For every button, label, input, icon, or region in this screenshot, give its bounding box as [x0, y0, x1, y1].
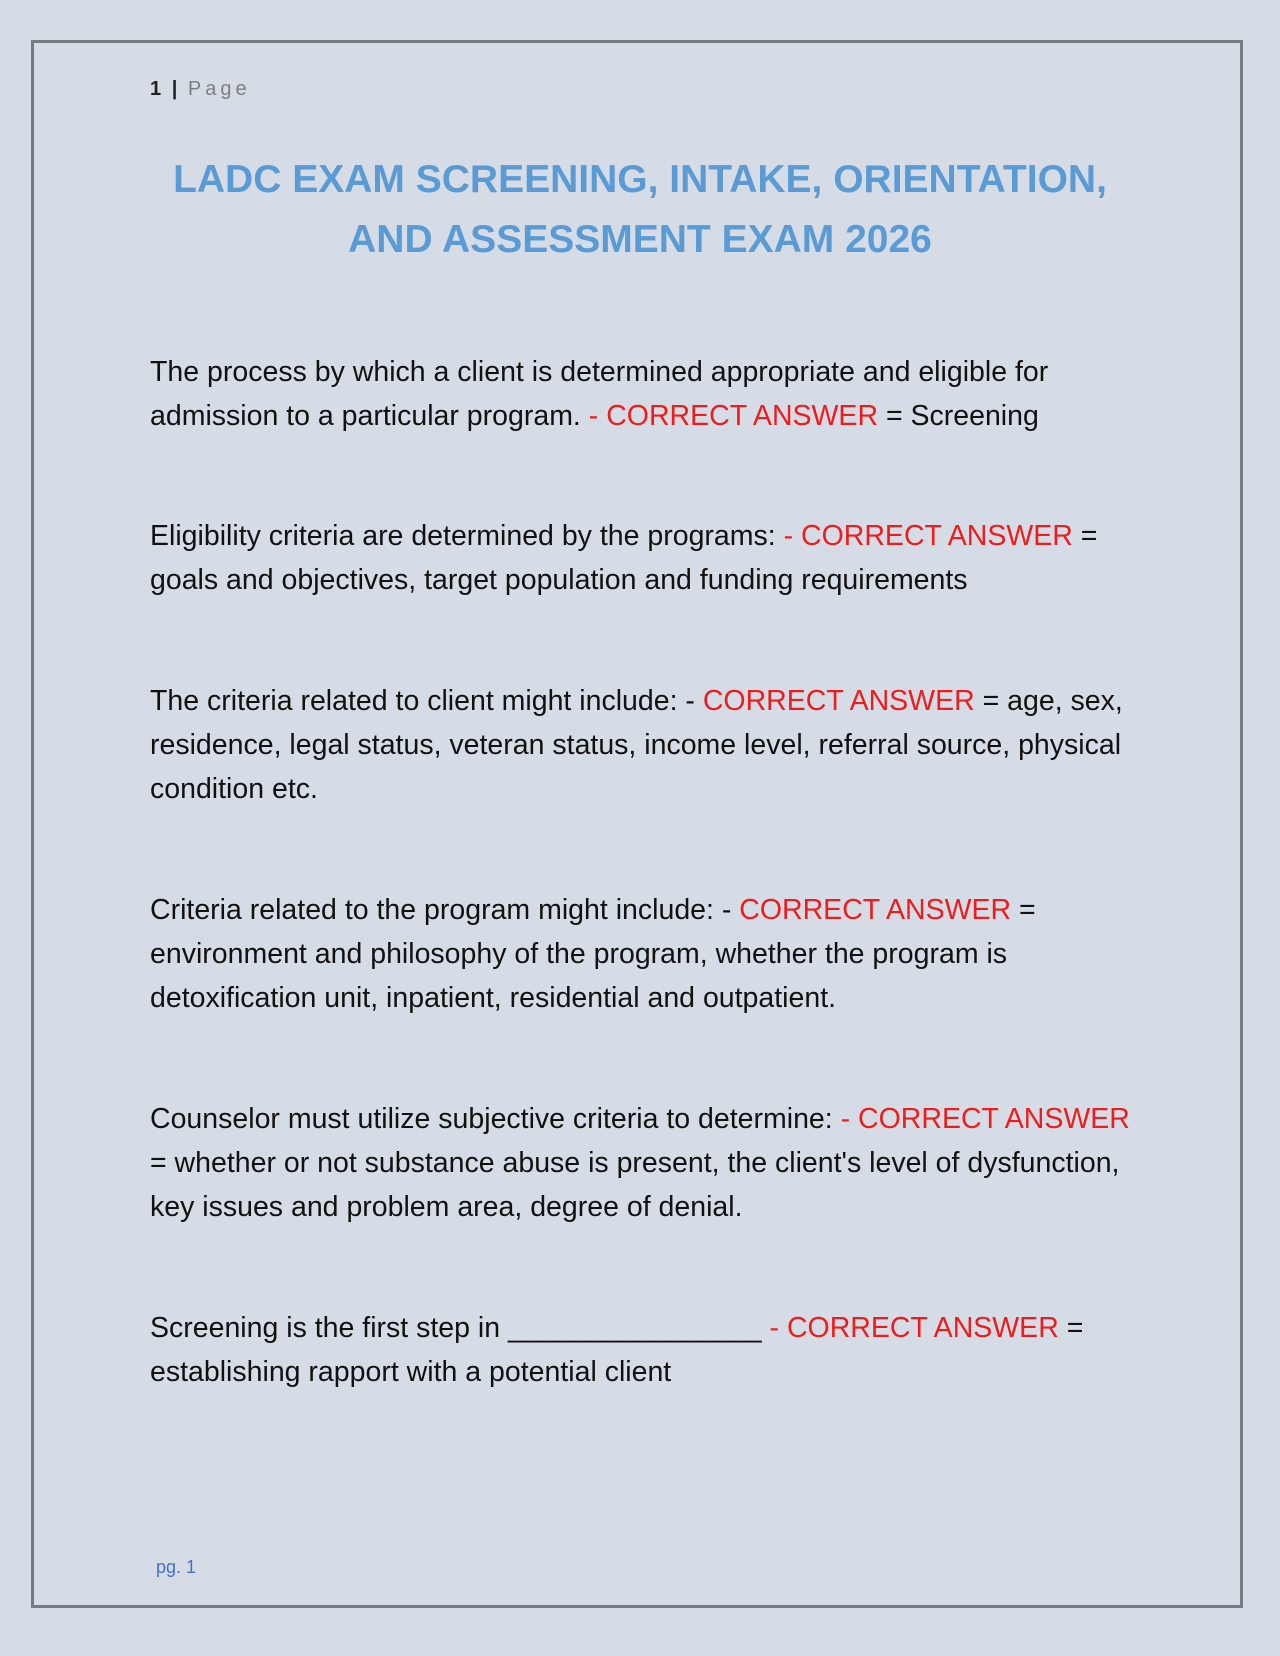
correct-answer-marker: - CORRECT ANSWER — [840, 1103, 1130, 1135]
question-text: Screening is the first step in ________________ — [150, 1312, 770, 1344]
header-page-label: Page — [187, 78, 251, 100]
answer-text: = whether or not substance abuse is present, the client's level of dysfunction, key issues and problem area, degree of denial. — [150, 1147, 1120, 1223]
question-item — [150, 1306, 1135, 1394]
question-item — [150, 888, 1135, 1020]
correct-answer-marker: - CORRECT ANSWER — [783, 520, 1073, 552]
answer-text: = establishing rapport with a potential client — [150, 1312, 1084, 1388]
question-item — [150, 514, 1135, 602]
document-title — [150, 150, 1130, 270]
question-text: The criteria related to client might include: - — [150, 685, 703, 717]
correct-answer-marker: CORRECT ANSWER — [739, 894, 1012, 926]
title-line-1: LADC EXAM SCREENING, INTAKE, ORIENTATION, — [173, 158, 1107, 201]
answer-text: = age, sex, residence, legal status, veteran status, income level, referral source, physical condition etc. — [150, 685, 1123, 805]
correct-answer-marker: - CORRECT ANSWER — [769, 1312, 1059, 1344]
question-text: Counselor must utilize subjective criteria to determine: — [150, 1103, 841, 1135]
question-item — [150, 350, 1135, 438]
page-footer: pg. 1 — [156, 1557, 197, 1577]
answer-text: = environment and philosophy of the program, whether the program is detoxification unit, inpatient, residential and outpatient. — [150, 894, 1036, 1014]
title-line-2: AND ASSESSMENT EXAM 2026 — [348, 218, 932, 261]
header-page-number: 1 — [150, 78, 162, 100]
correct-answer-marker: CORRECT ANSWER — [702, 685, 975, 717]
answer-text: = Screening — [878, 400, 1039, 432]
question-item — [150, 679, 1135, 811]
question-text: Eligibility criteria are determined by the programs: — [150, 520, 784, 552]
question-list — [150, 350, 1135, 1394]
correct-answer-marker: - CORRECT ANSWER — [588, 400, 879, 432]
question-text: The process by which a client is determined appropriate and eligible for admission to a particular program. — [150, 356, 1049, 432]
header-separator: | — [171, 78, 178, 100]
question-item — [150, 1097, 1135, 1229]
question-text: Criteria related to the program might include: - — [150, 894, 740, 926]
page-header — [150, 78, 251, 101]
answer-text: = goals and objectives, target population and funding requirements — [150, 520, 1098, 596]
